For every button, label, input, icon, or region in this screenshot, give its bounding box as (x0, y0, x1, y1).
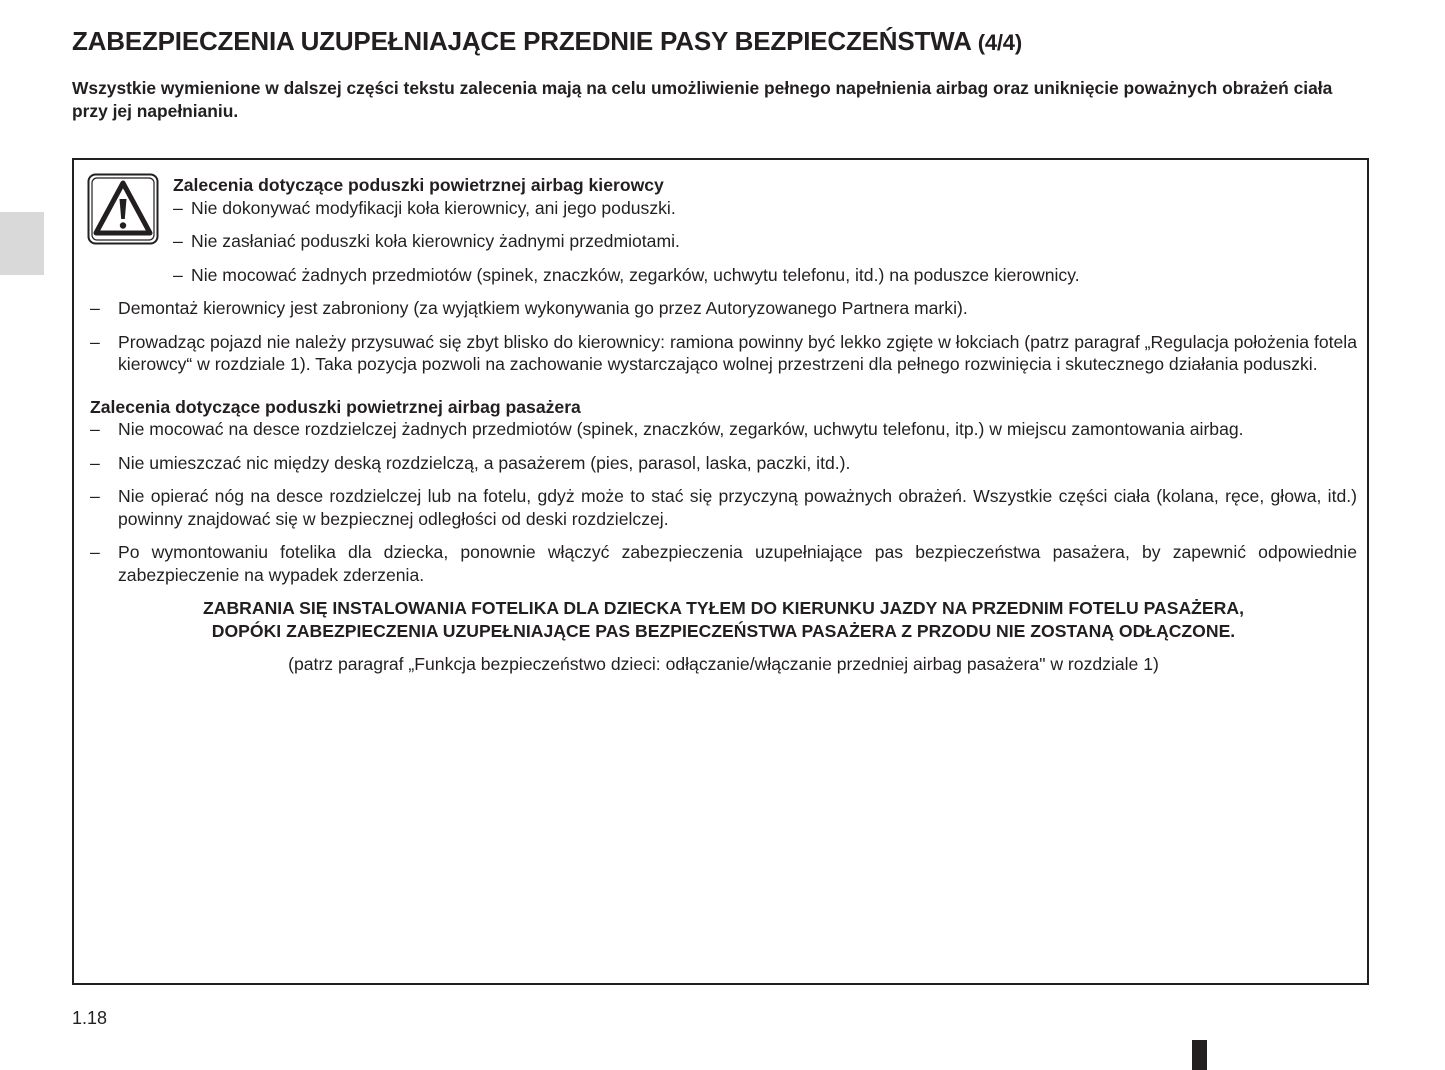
list-item: – Nie dokonywać modyfikacji koła kierownicy, ani jego poduszki. (173, 197, 1357, 220)
list-item: – Po wymontowaniu fotelika dla dziecka, ponownie włączyć zabezpieczenia uzupełniające pas bezpieczeństwa pasażera, by zapewnić odpowiednie zabezpieczenie na wypadek zderzenia. (90, 541, 1357, 586)
list-item: – Nie mocować na desce rozdzielczej żadnych przedmiotów (spinek, znaczków, zegarków, uchwytu telefonu, itp.) w miejscu zamontowania airbag. (90, 418, 1357, 441)
driver-airbag-extra-list (90, 297, 1357, 376)
page-number: 1.18 (72, 1008, 108, 1028)
prohibition-line: ZABRANIA SIĘ INSTALOWANIA FOTELIKA DLA DZIECKA TYŁEM DO KIERUNKU JAZDY NA PRZEDNIM FOTELU PASAŻERA, (203, 598, 1244, 618)
page-title-text: ZABEZPIECZENIA UZUPEŁNIAJĄCE PRZEDNIE PASY BEZPIECZEŃSTWA (72, 26, 971, 56)
list-item: – Nie mocować żadnych przedmiotów (spinek, znaczków, zegarków, uchwytu telefonu, itd.) na poduszce kierownicy. (173, 264, 1357, 287)
chapter-reference: (patrz paragraf „Funkcja bezpieczeństwo dzieci: odłączanie/włączanie przedniej airbag pasażera" w rozdziale 1) (288, 654, 1159, 674)
warning-content (90, 174, 1357, 676)
passenger-airbag-heading: Zalecenia dotyczące poduszki powietrznej airbag pasażera (90, 396, 581, 417)
driver-airbag-list (173, 197, 1357, 287)
list-item: – Nie opierać nóg na desce rozdzielczej lub na fotelu, gdyż może to stać się przyczyną poważnych obrażeń. Wszystkie części ciała (kolana, ręce, głowa, itd.) powinny znajdować się w bezpiecznej odległości od deski rozdzielczej. (90, 485, 1357, 530)
intro-paragraph: Wszystkie wymienione w dalszej części tekstu zalecenia mają na celu umożliwienie pełnego napełnienia airbag oraz uniknięcie poważnych obrażeń ciała przy jej napełnianiu. (72, 78, 1333, 121)
passenger-airbag-list (90, 418, 1357, 586)
list-item: – Demontaż kierownicy jest zabroniony (za wyjątkiem wykonywania go przez Autoryzowanego Partnera marki). (90, 297, 1357, 320)
page-edge-marker (1192, 1040, 1207, 1070)
chapter-tab (0, 212, 44, 275)
driver-airbag-heading: Zalecenia dotyczące poduszki powietrznej airbag kierowcy (173, 175, 664, 195)
driver-airbag-section (173, 174, 1357, 286)
list-item: – Prowadząc pojazd nie należy przysuwać się zbyt blisko do kierownicy: ramiona powinny być lekko zgięte w łokciach (patrz paragraf „Regulacja położenia fotela kierowcy“ w rozdziale 1). Taka pozycja pozwoli na zachowanie wystarczająco wolnej przestrzeni dla pełnego rozwinięcia i skutecznego działania poduszki. (90, 331, 1357, 376)
prohibition-line: DOPÓKI ZABEZPIECZENIA UZUPEŁNIAJĄCE PAS BEZPIECZEŃSTWA PASAŻERA Z PRZODU NIE ZOSTANĄ ODŁĄCZONE. (211, 620, 1236, 641)
page-title (72, 26, 1022, 57)
list-item: – Nie umieszczać nic między deską rozdzielczą, a pasażerem (pies, parasol, laska, paczki, itd.). (90, 452, 1357, 475)
page-part-indicator: (4/4) (977, 30, 1022, 55)
warning-box (72, 158, 1369, 985)
child-seat-prohibition (90, 597, 1357, 642)
list-item: – Nie zasłaniać poduszki koła kierownicy żadnymi przedmiotami. (173, 230, 1357, 253)
passenger-airbag-section (90, 396, 1357, 587)
